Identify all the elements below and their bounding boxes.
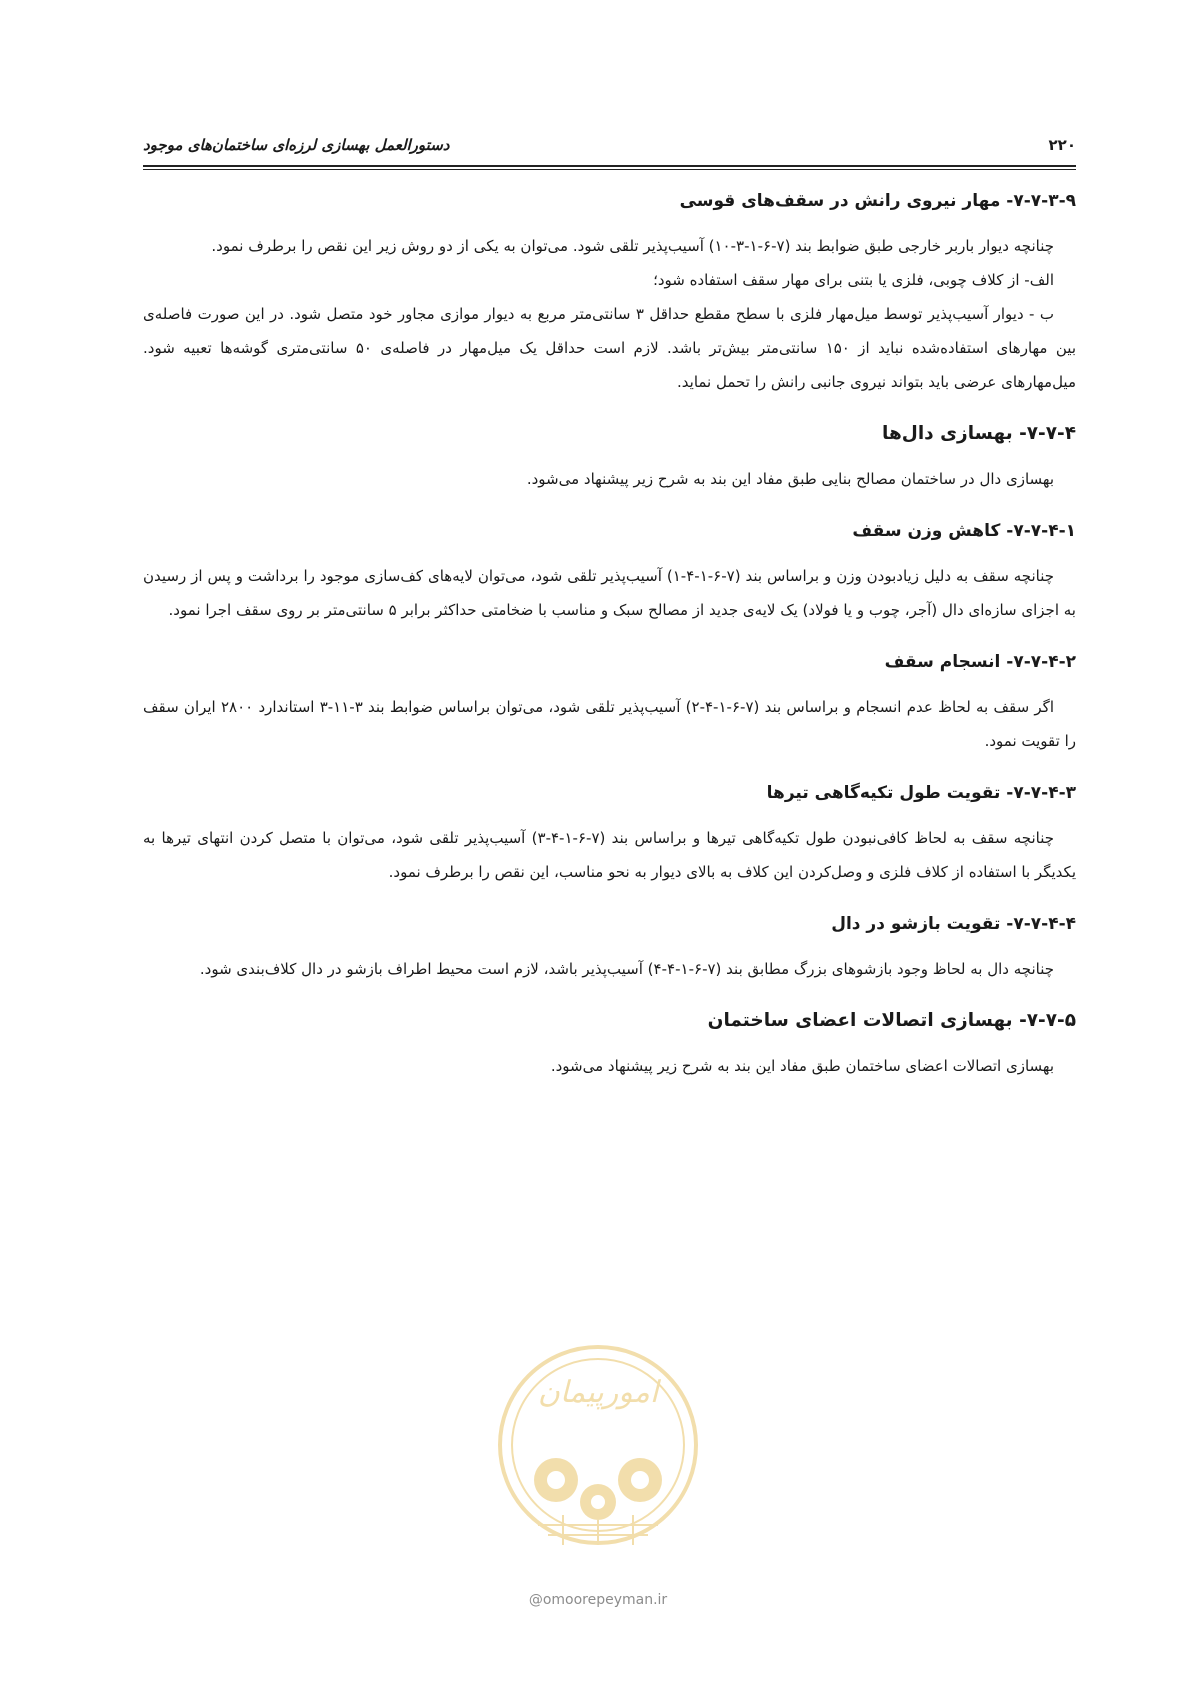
section-heading: ۷-۷-۳-۹- مهار نیروی رانش در سقف‌های قوسی — [679, 191, 1076, 211]
paragraph: چنانچه دال به لحاظ وجود بازشوهای بزرگ مطابق بند (۷-۶-۱-۴-۴) آسیب‌پذیر باشد، لازم است محیط اطراف بازشو در دال کلاف‌بندی شود. — [199, 960, 1054, 978]
paragraph: الف- از کلاف چوبی، فلزی یا بتنی برای مهار سقف استفاده شود؛ — [653, 271, 1054, 289]
section-heading: ۷-۷-۴- بهسازی دال‌ها — [882, 423, 1076, 444]
body-content — [143, 186, 1076, 1083]
section-heading: ۷-۷-۴-۲- انسجام سقف — [884, 652, 1076, 672]
section-heading: ۷-۷-۵- بهسازی اتصالات اعضای ساختمان — [707, 1010, 1076, 1031]
section-beam-bearing — [143, 778, 1076, 889]
watermark-logo-text: امورپیمان — [537, 1375, 659, 1410]
running-title: دستورالعمل بهسازی لرزه‌ای ساختمان‌های موجود — [143, 136, 450, 154]
section-heading: ۷-۷-۴-۳- تقویت طول تکیه‌گاهی تیرها — [766, 783, 1076, 803]
section-slab-retrofit — [143, 419, 1076, 496]
watermark-logo — [478, 1330, 718, 1600]
watermark-url: @omoorepeyman.ir — [528, 1592, 668, 1608]
section-heading: ۷-۷-۴-۴- تقویت بازشو در دال — [831, 914, 1076, 934]
page-header — [143, 128, 1076, 162]
page-number: ۲۲۰ — [1048, 136, 1076, 154]
section-roof-weight — [143, 516, 1076, 627]
section-vault-thrust — [143, 186, 1076, 399]
paragraph: بهسازی اتصالات اعضای ساختمان طبق مفاد این بند به شرح زیر پیشنهاد می‌شود. — [550, 1057, 1054, 1075]
paragraph: بهسازی دال در ساختمان مصالح بنایی طبق مفاد این بند به شرح زیر پیشنهاد می‌شود. — [526, 470, 1054, 488]
paragraph: اگر سقف به لحاظ عدم انسجام و براساس بند (۷-۶-۱-۴-۲) آسیب‌پذیر تلقی شود، می‌توان براساس ضوابط بند ۳-۱۱-۳ استاندارد ۲۸۰۰ ایران سقف را تقویت نمود. — [143, 698, 1076, 750]
section-slab-openings — [143, 909, 1076, 986]
section-connections — [143, 1006, 1076, 1083]
paragraph: چنانچه دیوار باربر خارجی طبق ضوابط بند (۷-۶-۱-۳-۱۰) آسیب‌پذیر تلقی شود. می‌توان به یکی از دو روش زیر این نقص را برطرف نمود. — [211, 237, 1054, 255]
section-roof-integrity — [143, 647, 1076, 758]
paragraph: چنانچه سقف به دلیل زیادبودن وزن و براساس بند (۷-۶-۱-۴-۱) آسیب‌پذیر تلقی شود، می‌توان لایه‌های کف‌سازی موجود را برداشت و پس از رسیدن به اجزای سازه‌ای دال (آجر، چوب و یا فولاد) یک لایه‌ی جدید از مصالح سبک و مناسب با ضخامتی حداکثر برابر ۵ سانتی‌متر بر روی سقف اجرا نمود. — [143, 567, 1076, 619]
paragraph: چنانچه سقف به لحاظ کافی‌نبودن طول تکیه‌گاهی تیرها و براساس بند (۷-۶-۱-۴-۳) آسیب‌پذیر تلقی شود، می‌توان با متصل کردن انتهای تیرها به یکدیگر با استفاده از کلاف فلزی و وصل‌کردن این کلاف به بالای دیوار به نحو مناسب، این نقص را برطرف نمود. — [143, 829, 1076, 881]
paragraph: ب - دیوار آسیب‌پذیر توسط میل‌مهار فلزی با سطح مقطع حداقل ۳ سانتی‌متر مربع به دیوار موازی مجاور خود متصل شود. در این صورت فاصله‌ی بین مهارهای استفاده‌شده نباید از ۱۵۰ سانتی‌متر بیش‌تر باشد. لازم است حداقل یک میل‌مهار در فاصله‌ی ۵۰ سانتی‌متری گوشه‌ها تعبیه شود. میل‌مهارهای عرضی باید بتواند نیروی جانبی رانش را تحمل نماید. — [143, 305, 1077, 391]
section-heading: ۷-۷-۴-۱- کاهش وزن سقف — [852, 521, 1076, 541]
header-rule — [143, 165, 1076, 170]
